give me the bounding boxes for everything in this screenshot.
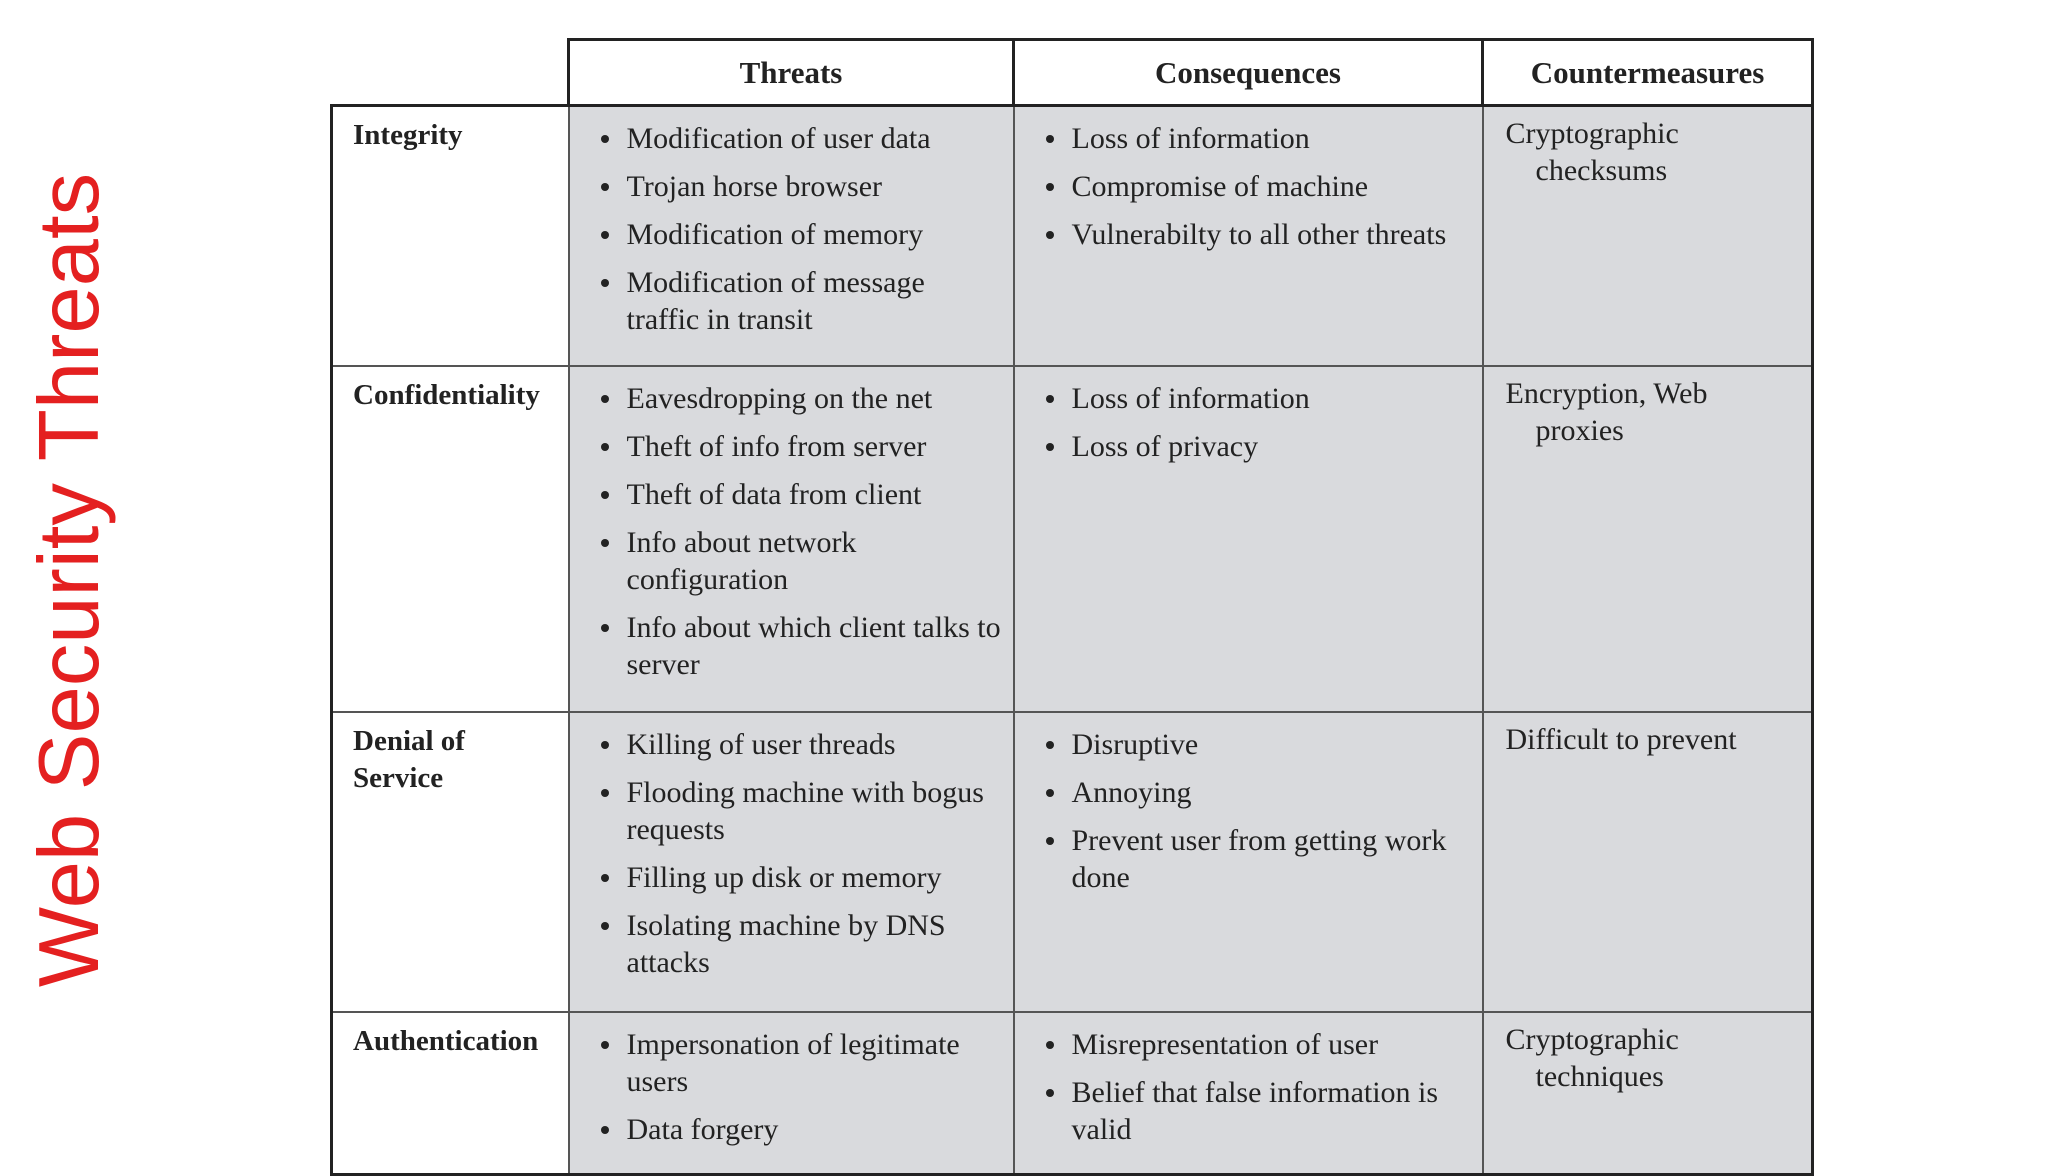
slide-title bbox=[22, 172, 118, 988]
countermeasure-text: Encryption, Web proxies bbox=[1505, 377, 1708, 447]
countermeasure-text: Cryptographic checksums bbox=[1505, 117, 1679, 187]
threats-cell bbox=[569, 106, 1014, 367]
header-threats: Threats bbox=[569, 40, 1014, 106]
threat-item: Info about network configuration bbox=[601, 524, 1002, 598]
threats-cell bbox=[569, 1012, 1014, 1175]
threats-list bbox=[571, 368, 1012, 683]
category-cell: Authentication bbox=[332, 1012, 569, 1175]
threat-item: Filling up disk or memory bbox=[601, 859, 1002, 896]
header-countermeasures: Countermeasures bbox=[1483, 40, 1813, 106]
threat-item: Theft of data from client bbox=[601, 476, 1002, 513]
slide-title-text: Web Security Threats bbox=[22, 172, 118, 988]
consequence-item: Belief that false information is valid bbox=[1046, 1074, 1471, 1148]
threat-item: Theft of info from server bbox=[601, 428, 1002, 465]
consequence-item: Disruptive bbox=[1046, 726, 1471, 763]
countermeasures-cell bbox=[1483, 712, 1813, 1012]
consequence-item: Misrepresentation of user bbox=[1046, 1026, 1471, 1063]
consequence-item: Loss of privacy bbox=[1046, 428, 1471, 465]
countermeasure-text: Cryptographic techniques bbox=[1505, 1023, 1679, 1093]
table-row bbox=[332, 366, 1813, 712]
threat-item: Killing of user threads bbox=[601, 726, 1002, 763]
countermeasure-text: Difficult to prevent bbox=[1505, 723, 1737, 756]
header-consequences: Consequences bbox=[1014, 40, 1483, 106]
header-row bbox=[332, 40, 1813, 106]
corner-cell bbox=[332, 40, 569, 106]
threat-item: Flooding machine with bogus requests bbox=[601, 774, 1002, 848]
threat-item: Data forgery bbox=[601, 1111, 1002, 1148]
category-cell: Confidentiality bbox=[332, 366, 569, 712]
countermeasures-cell bbox=[1483, 366, 1813, 712]
consequence-item: Prevent user from getting work done bbox=[1046, 822, 1471, 896]
table-row bbox=[332, 712, 1813, 1012]
consequences-list bbox=[1016, 368, 1481, 465]
category-cell: Integrity bbox=[332, 106, 569, 367]
category-cell: Denial of Service bbox=[332, 712, 569, 1012]
threat-item: Modification of message traffic in transit bbox=[601, 264, 1002, 338]
consequences-cell bbox=[1014, 106, 1483, 367]
threat-item: Modification of user data bbox=[601, 120, 1002, 157]
threat-item: Impersonation of legitimate users bbox=[601, 1026, 1002, 1100]
threat-item: Trojan horse browser bbox=[601, 168, 1002, 205]
threat-item: Eavesdropping on the net bbox=[601, 380, 1002, 417]
consequence-item: Loss of information bbox=[1046, 380, 1471, 417]
threat-item: Isolating machine by DNS attacks bbox=[601, 907, 1002, 981]
consequence-item: Vulnerabilty to all other threats bbox=[1046, 216, 1471, 253]
table-row bbox=[332, 1012, 1813, 1175]
threats-list bbox=[571, 714, 1012, 981]
consequence-item: Compromise of machine bbox=[1046, 168, 1471, 205]
countermeasures-cell bbox=[1483, 106, 1813, 367]
threats-table bbox=[330, 38, 1814, 1176]
threats-cell bbox=[569, 712, 1014, 1012]
threat-item: Modification of memory bbox=[601, 216, 1002, 253]
threats-list bbox=[571, 108, 1012, 338]
consequences-cell bbox=[1014, 366, 1483, 712]
threat-item: Info about which client talks to server bbox=[601, 609, 1002, 683]
consequences-cell bbox=[1014, 712, 1483, 1012]
consequences-list bbox=[1016, 714, 1481, 896]
countermeasures-cell bbox=[1483, 1012, 1813, 1175]
table-row bbox=[332, 106, 1813, 367]
consequences-list bbox=[1016, 108, 1481, 253]
threats-cell bbox=[569, 366, 1014, 712]
consequences-list bbox=[1016, 1014, 1481, 1148]
threats-list bbox=[571, 1014, 1012, 1148]
consequence-item: Annoying bbox=[1046, 774, 1471, 811]
consequence-item: Loss of information bbox=[1046, 120, 1471, 157]
consequences-cell bbox=[1014, 1012, 1483, 1175]
